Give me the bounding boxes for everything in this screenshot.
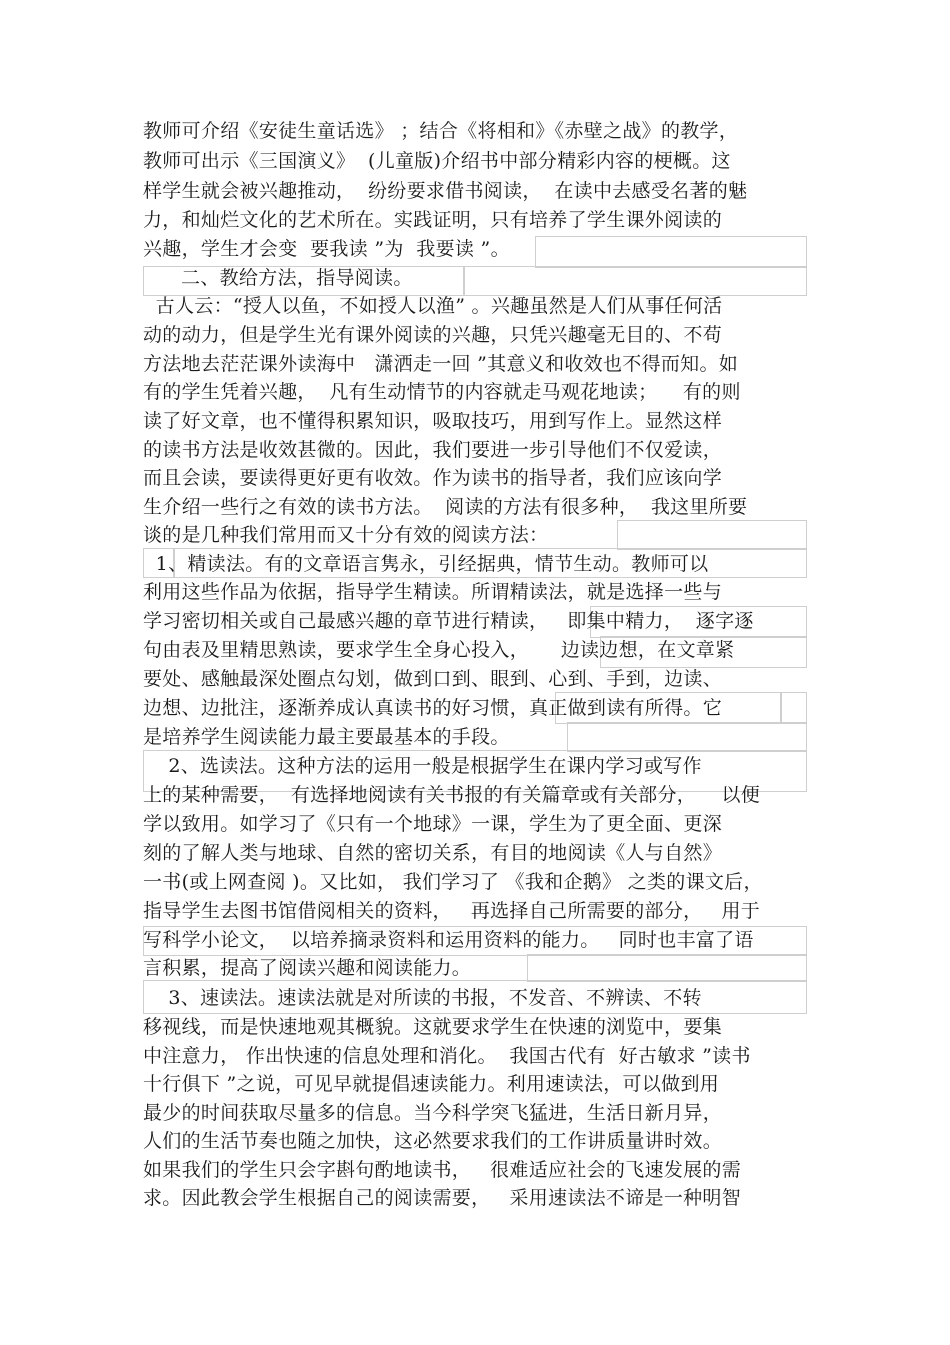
text-line: 而且会读，要读得更好更有收效。作为读书的指导者，我们应该向学 [143, 467, 723, 489]
scan-frame [535, 236, 807, 268]
text-line: 最少的时间获取尽量多的信息。当今科学突飞猛进，生活日新月异， [143, 1102, 723, 1124]
text-line: 2、选读法。这种方法的运用一般是根据学生在课内学习或写作 [143, 755, 702, 777]
text-line: 生介绍一些行之有效的读书方法。 阅读的方法有很多种， 我这里所要 [143, 496, 748, 518]
text-line: 求。因此教会学生根据自己的阅读需要， 采用速读法不谛是一种明智 [143, 1187, 742, 1209]
scan-frame [527, 954, 807, 982]
text-line: 1、精读法。有的文章语言隽永，引经据典，情节生动。教师可以 [143, 553, 709, 575]
text-line: 教师可介绍《安徒生童话选》 ；结合《将相和》《赤壁之战》的教学， [143, 120, 739, 142]
text-line: 教师可出示《三国演义》 (儿童版)介绍书中部分精彩内容的梗概。这 [143, 150, 731, 172]
section-heading: 二、教给方法，指导阅读。 [143, 267, 413, 289]
text-line: 如果我们的学生只会字斟句酌地读书， 很难适应社会的飞速发展的需 [143, 1159, 742, 1181]
text-line: 指导学生去图书馆借阅相关的资料， 再选择自己所需要的部分， 用于 [143, 900, 761, 922]
text-line: 是培养学生阅读能力最主要最基本的手段。 [143, 726, 510, 748]
text-line: 方法地去茫茫课外读海中 潇洒走一回 ”其意义和收效也不得而知。如 [143, 353, 739, 375]
scan-frame [567, 722, 807, 752]
text-line: 有的学生凭着兴趣， 凡有生动情节的内容就走马观花地读； 有的则 [143, 381, 741, 403]
text-line: 人们的生活节奏也随之加快，这必然要求我们的工作讲质量讲时效。 [143, 1130, 723, 1152]
text-line: 读了好文章，也不懂得积累知识，吸取技巧，用到写作上。显然这样 [143, 410, 723, 432]
text-line: 学以致用。如学习了《只有一个地球》一课，学生为了更全面、更深 [143, 813, 723, 835]
text-line: 句由表及里精思熟读，要求学生全身心投入， 边读边想，在文章紧 [143, 639, 735, 661]
text-line: 古人云：“授人以鱼，不如授人以渔” 。兴趣虽然是人们从事任何活 [143, 295, 723, 317]
text-line: 的读书方法是收效甚微的。因此，我们要进一步引导他们不仅爱读， [143, 439, 723, 461]
text-line: 要处、感触最深处圈点勾划，做到口到、眼到、心到、手到，边读、 [143, 668, 723, 690]
text-line: 学习密切相关或自己最感兴趣的章节进行精读， 即集中精力， 逐字逐 [143, 610, 754, 632]
text-line: 边想、边批注，逐渐养成认真读书的好习惯，真正做到读有所得。它 [143, 697, 723, 719]
text-line: 移视线，而是快速地观其概貌。这就要求学生在快速的浏览中，要集 [143, 1016, 723, 1038]
text-line: 3、速读法。速读法就是对所读的书报，不发音、不辨读、不转 [143, 987, 702, 1009]
text-line: 中注意力， 作出快速的信息处理和消化。 我国古代有 好古敏求 ”读书 [143, 1045, 751, 1067]
text-line: 写科学小论文， 以培养摘录资料和运用资料的能力。 同时也丰富了语 [143, 929, 754, 951]
text-line: 动的动力，但是学生光有课外阅读的兴趣，只凭兴趣毫无目的、不苟 [143, 324, 723, 346]
text-line: 样学生就会被兴趣推动， 纷纷要求借书阅读， 在读中去感受名著的魅 [143, 180, 748, 202]
text-line: 十行俱下 ”之说，可见早就提倡速读能力。利用速读法，可以做到用 [143, 1073, 720, 1095]
scan-frame [780, 692, 807, 724]
scan-frame [617, 520, 807, 550]
text-line: 刻的了解人类与地球、自然的密切关系，有目的地阅读《人与自然》 [143, 842, 723, 864]
text-line: 兴趣，学生才会变 要我读 ”为 我要读 ”。 [143, 238, 510, 260]
text-line: 利用这些作品为依据，指导学生精读。所谓精读法，就是选择一些与 [143, 581, 723, 603]
text-line: 言积累，提高了阅读兴趣和阅读能力。 [143, 957, 472, 979]
text-line: 一书(或上网查阅 )。又比如， 我们学习了 《我和企鹅》 之类的课文后， [143, 871, 763, 893]
text-line: 力，和灿烂文化的艺术所在。实践证明，只有培养了学生课外阅读的 [143, 209, 723, 231]
text-line: 谈的是几种我们常用而又十分有效的阅读方法： [143, 524, 549, 546]
text-line: 上的某种需要， 有选择地阅读有关书报的有关篇章或有关部分， 以便 [143, 784, 761, 806]
